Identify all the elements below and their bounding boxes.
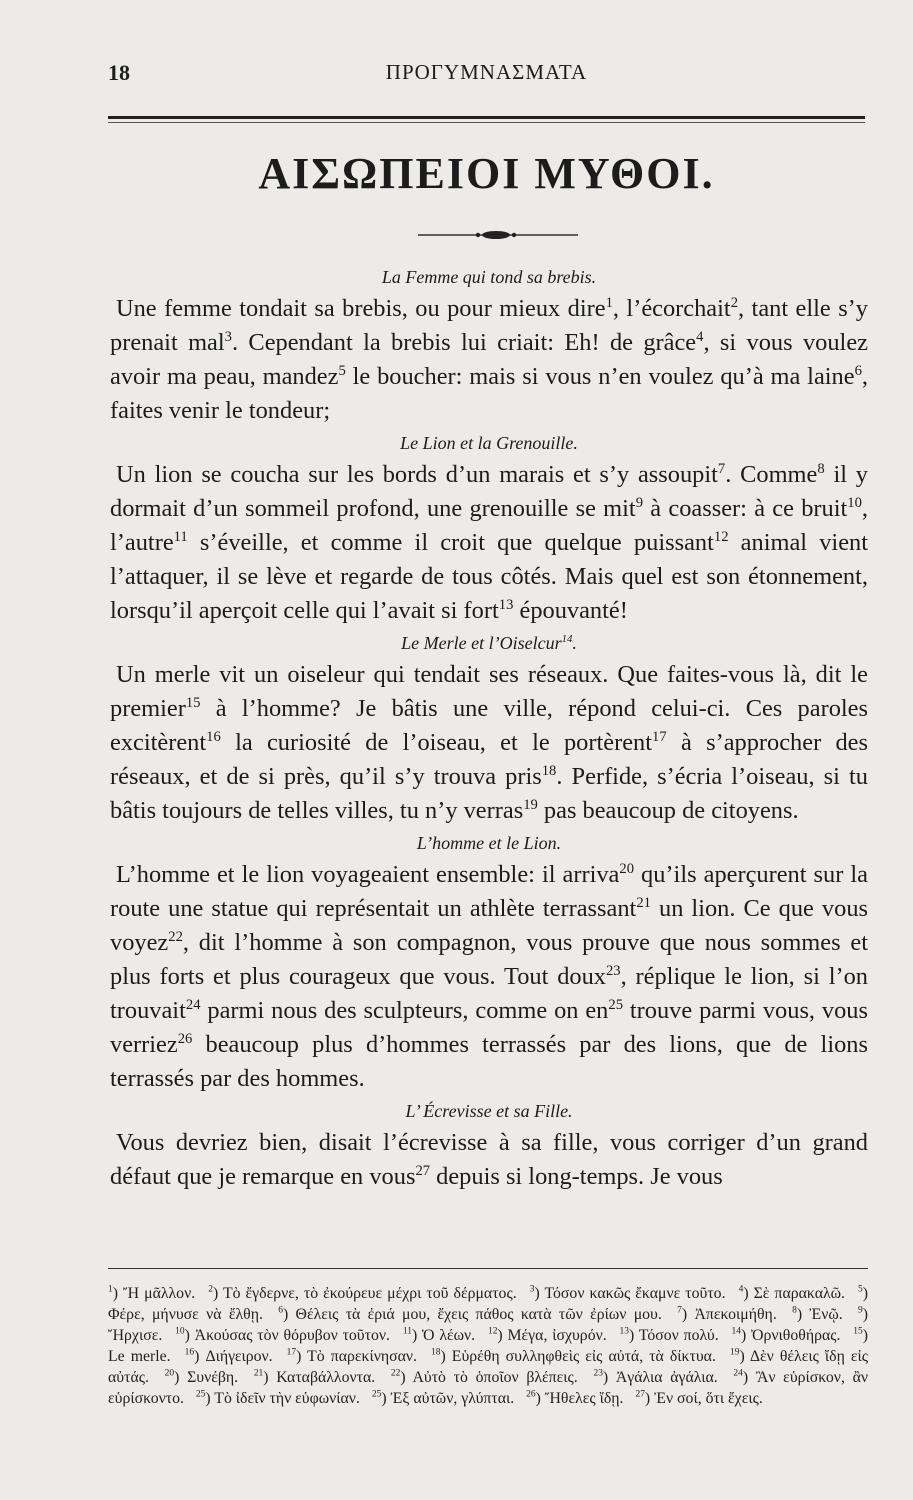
footnote: $^{24}$) Ἂν εὑρίσκον, ἂν εὑρίσκοντο. (108, 1368, 869, 1407)
footnotes (108, 1268, 868, 1409)
fable-title: Le Lion et la Grenouille. (400, 433, 578, 453)
fable-text: Un merle vit un oiseleur qui tendait ses réseaux. Que faites-vous là, dit le premier$^{15}$ à l’homme? Je bâtis une ville, répond celui-ci. Ces paroles excitèrent$^{16}$ la curiosité de l’oiseau, et le portèrent$^{17}$ à s’approcher des réseaux, et de si près, qu’il s’y trouva pris$^{18}$. Perfide, s’écria l’oiseau, si tu bâtis toujours de telles villes, tu n’y verras$^{19}$ pas beaucoup de citoyens. (110, 661, 869, 824)
footnote: $^{15}$) Le merle. (108, 1326, 869, 1365)
fable-text: Une femme tondait sa brebis, ou pour mieux dire$^1$, l’écorchait$^2$, tant elle s’y prenait mal$^3$. Cependant la brebis lui criait: Eh! de grâce$^4$, si vous voulez avoir ma peau, mandez$^5$ le boucher: mais si vous n’en voulez qu’à ma laine$^6$, faites venir le tondeur; (110, 294, 869, 424)
fables-body (110, 262, 868, 1194)
footnote: $^{19}$) Δὲν θέλεις ἴδῃ εἰς αὐτάς. (108, 1347, 869, 1386)
running-title: ΠΡΟΓΥΜΝΑΣΜΑΤΑ (385, 60, 588, 84)
footnote: $^{23}$) Ἀγάλια ἀγάλια. (593, 1368, 718, 1386)
footnote: $^{27}$) Ἐν σοί, ὅτι ἔχεις. (635, 1389, 763, 1407)
fable-title: La Femme qui tond sa brebis. (381, 267, 597, 287)
footnote: $^3$) Τόσον κακῶς ἔκαμνε τοῦτο. (529, 1284, 726, 1302)
header-rule-thin (108, 122, 865, 123)
footnote: $^{12}$) Μέγα, ἰσχυρόν. (487, 1326, 607, 1344)
footnote: $^{14}$) Ὀρνιθοθήρας. (731, 1326, 841, 1344)
running-header (108, 60, 865, 94)
fable (110, 1096, 868, 1194)
fable-title: L’homme et le Lion. (416, 833, 562, 853)
fable (110, 262, 868, 428)
fable (110, 828, 868, 1096)
footnote: $^{26}$) Ἤθελες ἴδῃ. (526, 1389, 624, 1407)
fable (110, 428, 868, 628)
footnote: $^5$) Φέρε, μήνυσε νὰ ἔλθῃ. (108, 1284, 869, 1323)
footnote: $^{22}$) Αὐτὸ τὸ ὁποῖον βλέπεις. (390, 1368, 578, 1386)
footnote: $^{13}$) Τόσον πολύ. (619, 1326, 719, 1344)
fable (110, 628, 868, 828)
footnote: $^9$) Ἤρχισε. (108, 1305, 869, 1344)
fable-title: Le Merle et l’Oiselcur$^{14}$. (401, 633, 577, 653)
footnote: $^{21}$) Καταβάλλοντα. (253, 1368, 376, 1386)
page-title: ΑΙΣΩΠΕΙΟΙ ΜΥΘΟΙ. (258, 149, 715, 198)
footnote: $^4$) Σὲ παρακαλῶ. (738, 1284, 845, 1302)
fable-title: L’ Écrevisse et sa Fille. (405, 1101, 573, 1121)
footnote: $^{18}$) Εὑρέθη συλληφθεὶς εἰς αὐτά, τὰ δίκτυα. (431, 1347, 716, 1365)
page-number: 18 (108, 60, 130, 85)
footnote: $^{25}$) Τὸ ἰδεῖν τὴν εὑφωνίαν. (195, 1389, 360, 1407)
footnote: $^6$) Θέλεις τὰ ἐριά μου, ἔχεις πάθος κατὰ τῶν ἐρίων μου. (278, 1305, 662, 1323)
fable-text: Vous devriez bien, disait l’écrevisse à sa fille, vous corriger d’un grand défaut que je remarque en vous$^{27}$ depuis si long-temps. Je vous (110, 1129, 868, 1190)
ornament-divider (408, 228, 588, 242)
footnote: $^8$) Ἐνῷ. (792, 1305, 843, 1323)
footnote: $^7$) Ἀπεκοιμήθη. (677, 1305, 777, 1323)
fable-text: L’homme et le lion voyageaient ensemble: il arriva$^{20}$ qu’ils aperçurent sur la route une statue qui représentait un athlète terrassant$^{21}$ un lion. Ce que vous voyez$^{22}$, dit l’homme à son compagnon, vous prouve que nous sommes et plus forts et plus courageux que vous. Tout doux$^{23}$, réplique le lion, si l’on trouvait$^{24}$ parmi nous des sculpteurs, comme on $en^{25}$ trouve parmi vous, vous verriez$^{26}$ beaucoup plus d’hommes terrassés par des lions, que de lions terrassés par des hommes. (110, 860, 869, 1092)
footnote: $^{10}$) Ἀκούσας τὸν θόρυβον τοῦτον. (175, 1326, 390, 1344)
footnote: $^{11}$) Ὁ λέων. (402, 1326, 476, 1344)
footnote: $^{25}$) Ἐξ αὐτῶν, γλύπται. (371, 1389, 515, 1407)
fable-text: Un lion se coucha sur les bords d’un marais et s’y assoupit$^7$. Comme$^8$ il y dormait d’un sommeil profond, une grenouille se mit$^9$ à coasser: à ce bruit$^{10}$, l’autre$^{11}$ s’éveille, et comme il croit que quelque puissant$^{12}$ animal vient l’attaquer, il se lève et regarde de tous côtés. Mais quel est son étonnement, lorsqu’il aperçoit celle qui l’avait si fort$^{13}$ épouvanté! (110, 460, 868, 624)
footnote: $^1$) Ἤ μᾶλλον. (108, 1284, 196, 1302)
footnote: $^{16}$) Διήγειρον. (184, 1347, 273, 1365)
footnote: $^{20}$) Συνέβη. (164, 1368, 239, 1386)
footnote: $^{17}$) Τὸ παρεκίνησαν. (286, 1347, 417, 1365)
header-rule-thick (108, 116, 865, 119)
footnote: $^2$) Τὸ ἔγδερνε, τὸ ἐκούρευε μέχρι τοῦ δέρματος. (208, 1284, 517, 1302)
